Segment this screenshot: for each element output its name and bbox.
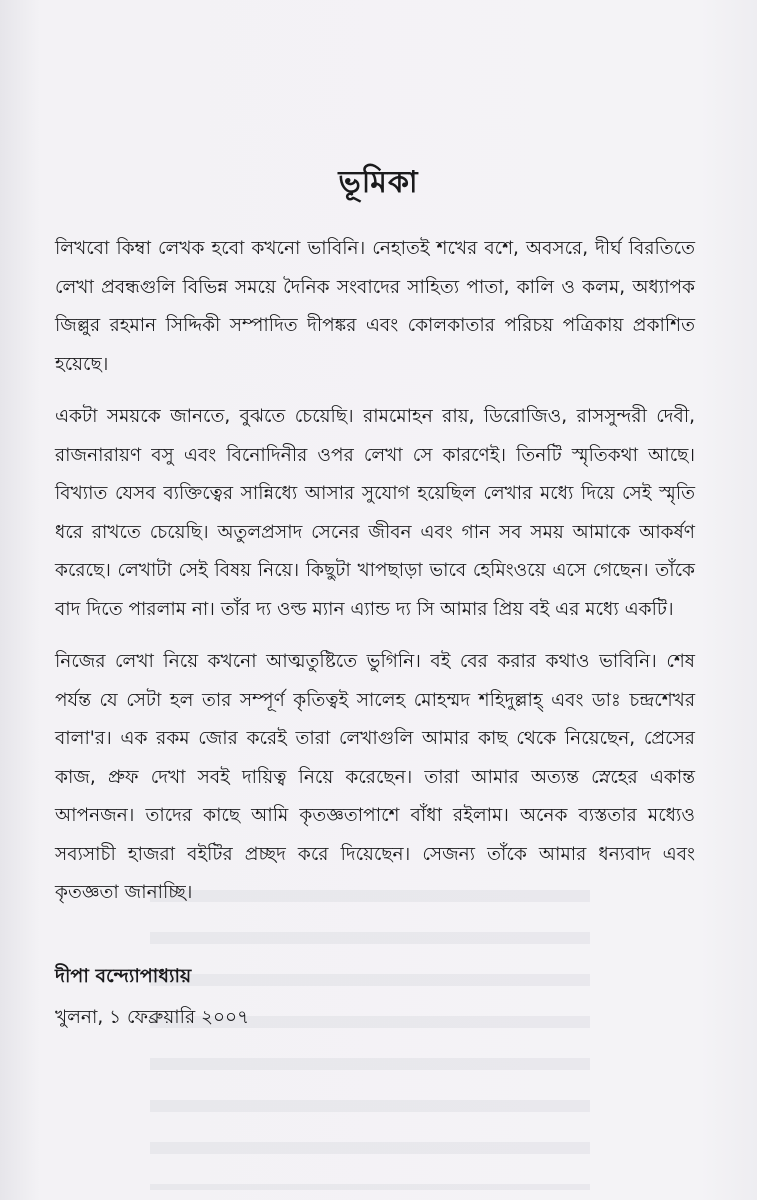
paragraph-3: নিজের লেখা নিয়ে কখনো আত্মতুষ্টিতে ভুগিনি। বই বের করার কথাও ভাবিনি। শেষ পর্যন্ত যে সেটা হল তার সম্পূর্ণ কৃতিত্বই সালেহ মোহম্মদ শহিদুল্লাহ্ এবং ডাঃ চন্দ্রশেখর বালা'র। এক রকম জোর করেই তারা লেখাগুলি আমার কাছ থেকে নিয়েছেন, প্রেসের কাজ, প্রুফ দেখা সবই দায়িত্ব নিয়ে করেছেন। তারা আমার অত্যন্ত স্নেহের একান্ত আপনজন। তাদের কাছে আমি কৃতজ্ঞতাপাশে বাঁধা রইলাম। অনেক ব্যস্ততার মধ্যেও সব্যসাচী হাজরা বইটির প্রচ্ছদ করে দিয়েছেন। সেজন্য তাঁকে আমার ধন্যবাদ এবং কৃতজ্ঞতা জানাচ্ছি। bbox=[55, 651, 695, 903]
paragraph-2: একটা সময়কে জানতে, বুঝতে চেয়েছি। রামমোহন রায়, ডিরোজিও, রাসসুন্দরী দেবী, রাজনারায়ণ বসু এবং বিনোদিনীর ওপর লেখা সে কারণেই। তিনটি স্মৃতিকথা আছে। বিখ্যাত যেসব ব্যক্তিত্বের সান্নিধ্যে আসার সুযোগ হয়েছিল লেখার মধ্যে দিয়ে সেই স্মৃতি ধরে রাখতে চেয়েছি। অতুলপ্রসাদ সেনের জীবন এবং গান সব সময় আমাকে আকর্ষণ করেছে। লেখাটা সেই বিষয় নিয়ে। কিছুটা খাপছাড়া ভাবে হেমিংওয়ে এসে গেছেন। তাঁকে বাদ দিতে পারলাম না। তাঁর দ্য ওল্ড ম্যান এ্যান্ড দ্য সি আমার প্রিয় বই এর মধ্যে একটি। bbox=[55, 406, 695, 620]
signature-block bbox=[55, 958, 695, 1036]
author-name: দীপা বন্দ্যোপাধ্যায় bbox=[55, 965, 192, 987]
preface-body bbox=[55, 230, 695, 927]
page-title: ভূমিকা bbox=[338, 165, 419, 201]
paragraph-1: লিখবো কিম্বা লেখক হবো কখনো ভাবিনি। নেহাতই শখের বশে, অবসরে, দীর্ঘ বিরতিতে লেখা প্রবন্ধগুলি বিভিন্ন সময়ে দৈনিক সংবাদের সাহিত্য পাতা, কালি ও কলম, অধ্যাপক জিল্লুর রহমান সিদ্দিকী সম্পাদিত দীপঙ্কর এবং কোলকাতার পরিচয় পত্রিকায় প্রকাশিত হয়েছে। bbox=[55, 238, 695, 375]
place-date: খুলনা, ১ ফেব্রুয়ারি ২০০৭ bbox=[55, 1007, 250, 1028]
